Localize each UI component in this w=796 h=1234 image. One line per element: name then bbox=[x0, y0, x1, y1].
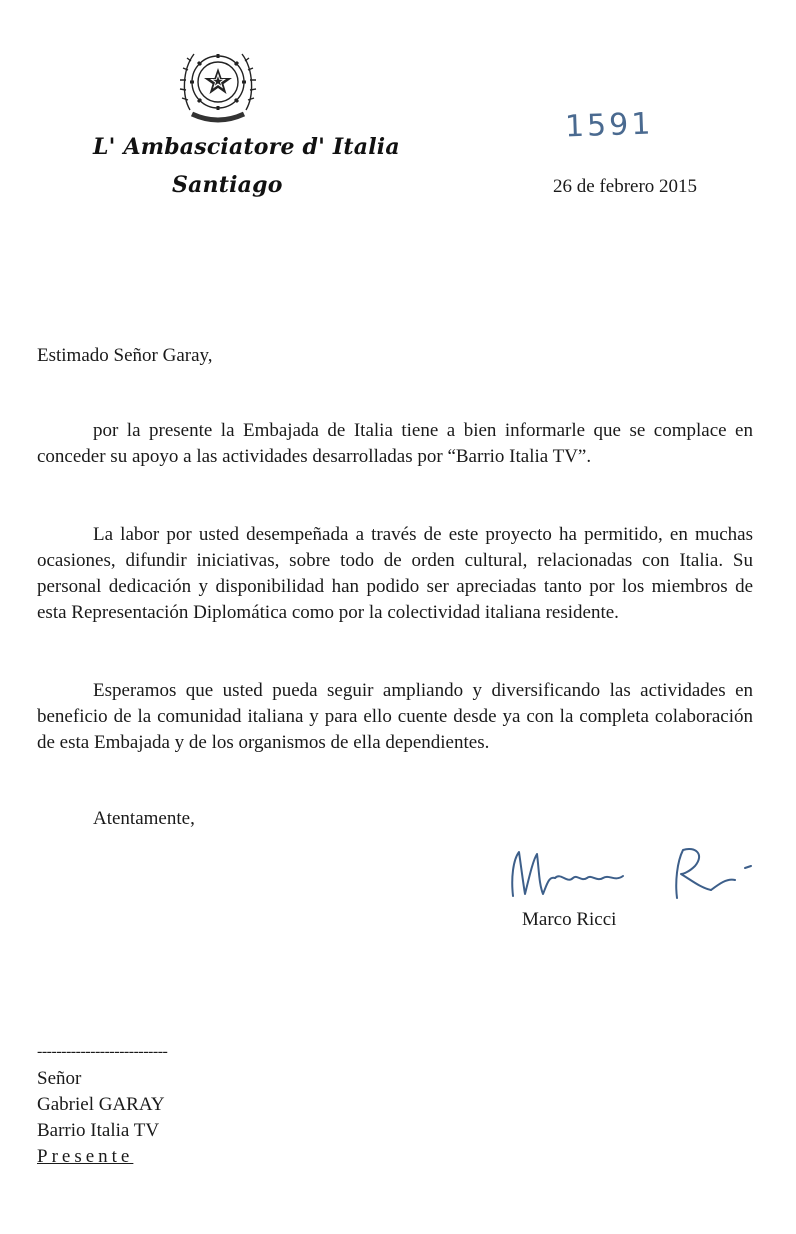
letterhead-title: L' Ambasciatore d' Italia bbox=[93, 134, 400, 160]
address-line-1: Señor bbox=[37, 1068, 82, 1089]
letter-date: 26 de febrero 2015 bbox=[553, 176, 698, 197]
salutation: Estimado Señor Garay, bbox=[37, 345, 213, 366]
letterhead-city: Santiago bbox=[172, 172, 283, 198]
italian-republic-emblem-icon bbox=[178, 40, 258, 132]
address-separator: --------------------------- bbox=[37, 1043, 168, 1060]
address-line-3: Barrio Italia TV bbox=[37, 1120, 160, 1141]
handwritten-reference-number: 1591 bbox=[564, 106, 654, 145]
body-paragraph-2: La labor por usted desempeñada a través de este proyecto ha permitido, en muchas ocasiones, difundir iniciativas, sobre todo de orden cultural, relacionadas con Italia. Su personal dedicación y disponibilidad han podido ser apreciadas tanto por los miembros de esta Representación Diplomática como por la colectividad italiana residente. bbox=[37, 524, 753, 623]
closing: Atentamente, bbox=[93, 808, 195, 829]
body-paragraph-1: por la presente la Embajada de Italia tiene a bien informarle que se complace en conceder su apoyo a las actividades desarrolladas por “Barrio Italia TV”. bbox=[37, 420, 753, 467]
handwritten-signature bbox=[505, 838, 765, 908]
address-line-4: Presente bbox=[37, 1146, 134, 1167]
address-line-2: Gabriel GARAY bbox=[37, 1094, 165, 1115]
body-paragraph-3: Esperamos que usted pueda seguir ampliando y diversificando las actividades en beneficio de la comunidad italiana y para ello cuente desde ya con la completa colaboración de esta Embajada y de los organismos de ella dependientes. bbox=[37, 680, 753, 753]
signer-name: Marco Ricci bbox=[522, 909, 617, 930]
